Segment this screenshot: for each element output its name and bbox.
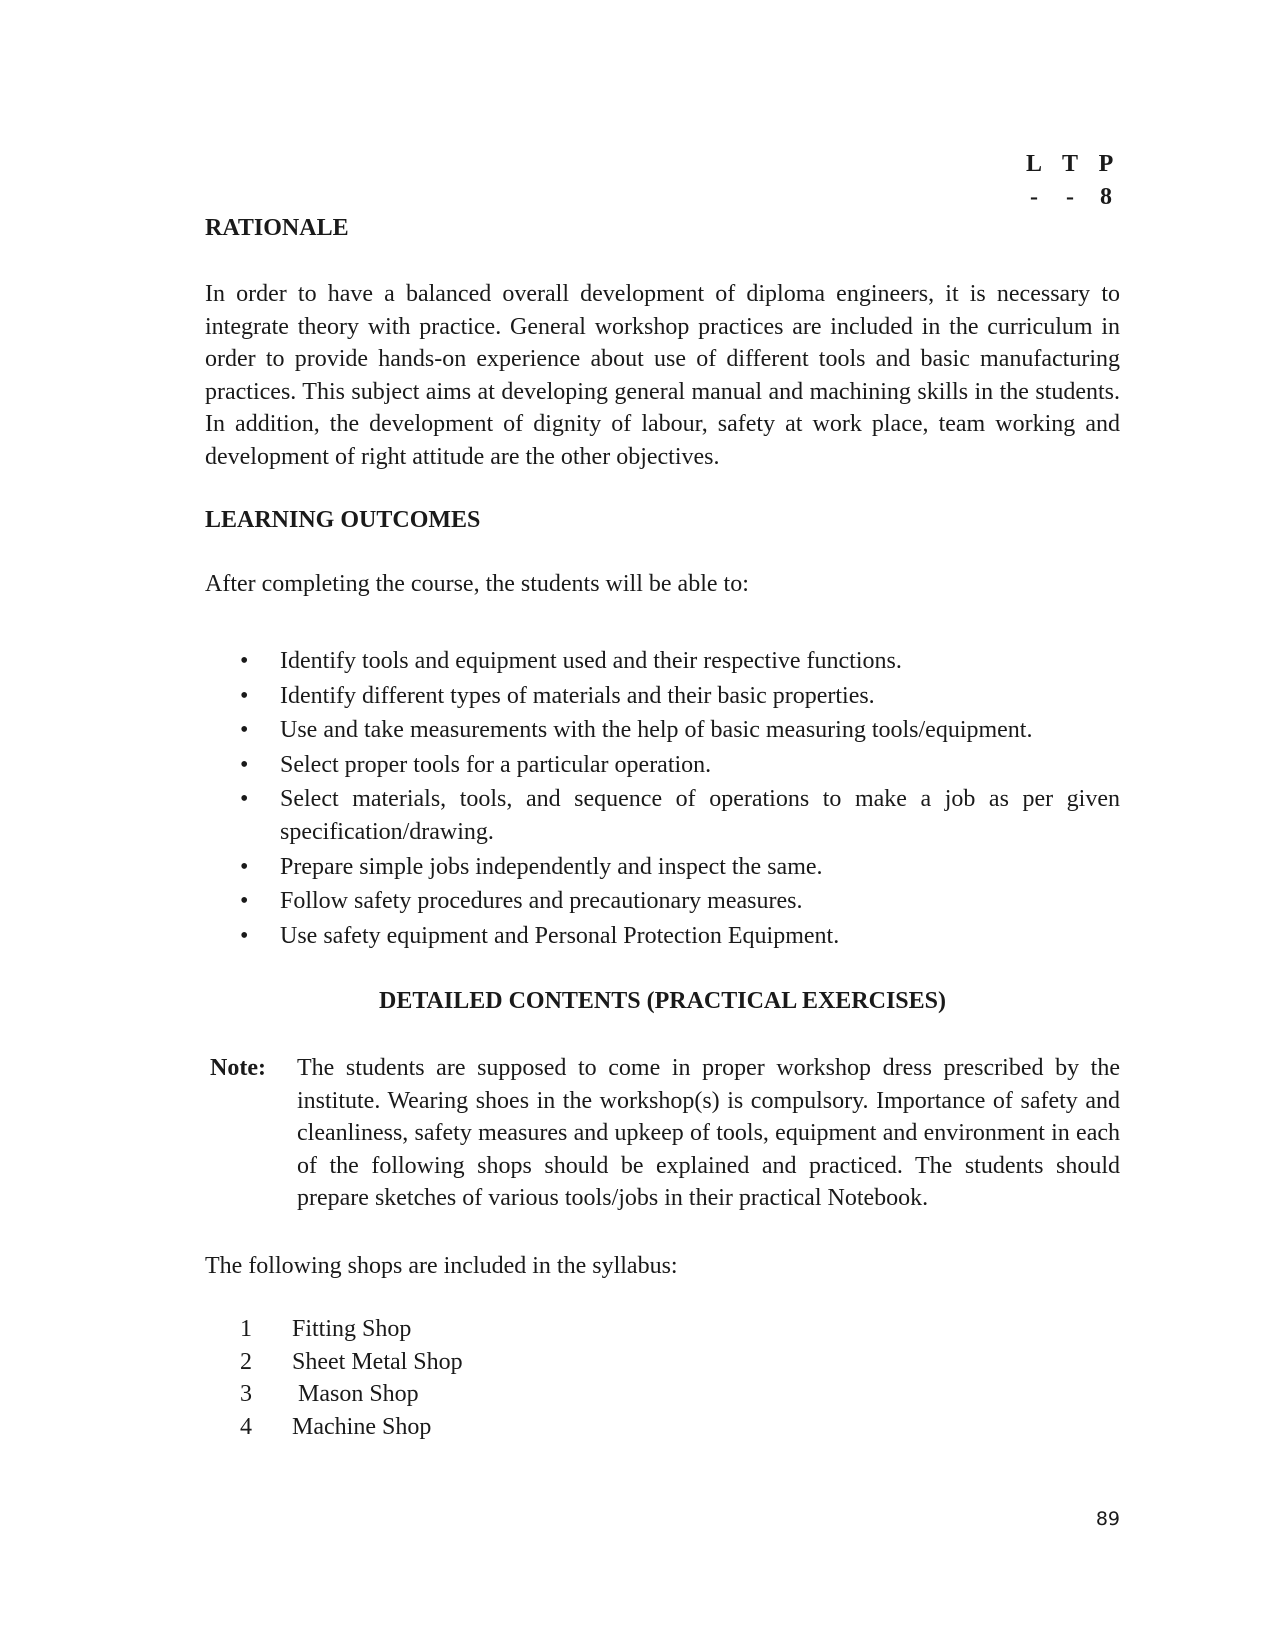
shop-number: 2: [240, 1348, 252, 1375]
note-label: Note:: [210, 1055, 266, 1081]
list-item: [240, 1378, 463, 1411]
shop-number: 4: [240, 1413, 252, 1440]
page-number: 89: [1095, 1508, 1120, 1530]
ltp-header-p: P: [1098, 151, 1114, 177]
ltp-value-row: [1020, 181, 1120, 214]
list-item: [240, 1346, 463, 1379]
learning-outcomes-list: [205, 645, 1120, 954]
list-item: [240, 1313, 463, 1346]
ltp-value-t: -: [1066, 184, 1074, 210]
note-text: The students are supposed to come in proper workshop dress prescribed by the institute. Wearing shoes in the workshop(s) is compulsory. Importance of safety and cleanliness, safety measures and upkeep of tools, equipment and environment in each of the following shops should be explained and practiced. The students should prepare sketches of various tools/jobs in their practical Notebook.: [297, 1055, 1120, 1212]
list-item: [240, 1411, 463, 1444]
shop-name: Machine Shop: [292, 1413, 432, 1440]
detailed-contents-heading: DETAILED CONTENTS (PRACTICAL EXERCISES): [378, 988, 946, 1014]
shop-number: 3: [240, 1381, 252, 1408]
shop-name: Sheet Metal Shop: [292, 1348, 463, 1375]
ltp-block: [1020, 148, 1120, 214]
note-block: [210, 1052, 1120, 1215]
rationale-heading: RATIONALE: [205, 215, 349, 241]
ltp-header-t: T: [1061, 151, 1078, 177]
learning-outcomes-heading: LEARNING OUTCOMES: [205, 507, 481, 533]
rationale-paragraph: In order to have a balanced overall development of diploma engineers, it is necessary to integrate theory with practice. General workshop practices are included in the curriculum in order to provide hands-on experience about use of different tools and basic manufacturing practices. This subject aims at developing general manual and machining skills in the students. In addition, the development of dignity of labour, safety at work place, team working and development of right attitude are the other objectives.: [205, 281, 1120, 470]
list-item: • Use and take measurements with the help of basic measuring tools/equipment.: [205, 714, 1120, 747]
list-item: • Follow safety procedures and precautionary measures.: [205, 885, 1120, 918]
ltp-header-row: [1020, 148, 1120, 181]
ltp-header-l: L: [1025, 151, 1042, 177]
shops-intro: The following shops are included in the syllabus:: [205, 1253, 678, 1279]
shop-number: 1: [240, 1316, 252, 1342]
learning-outcomes-intro: After completing the course, the students will be able to:: [205, 571, 749, 597]
list-item: • Identify tools and equipment used and their respective functions.: [205, 645, 1120, 678]
ltp-value-l: -: [1030, 184, 1038, 210]
list-item: • Select proper tools for a particular operation.: [205, 749, 1120, 782]
shop-name: Mason Shop: [292, 1381, 419, 1408]
shops-list: [240, 1313, 463, 1443]
list-item: • Select materials, tools, and sequence of operations to make a job as per given specification/drawing.: [205, 783, 1120, 848]
list-item: • Use safety equipment and Personal Protection Equipment.: [205, 920, 1120, 953]
list-item: • Prepare simple jobs independently and inspect the same.: [205, 851, 1120, 884]
shop-name: Fitting Shop: [292, 1316, 412, 1342]
ltp-value-p: 8: [1100, 184, 1112, 210]
list-item: • Identify different types of materials and their basic properties.: [205, 680, 1120, 713]
